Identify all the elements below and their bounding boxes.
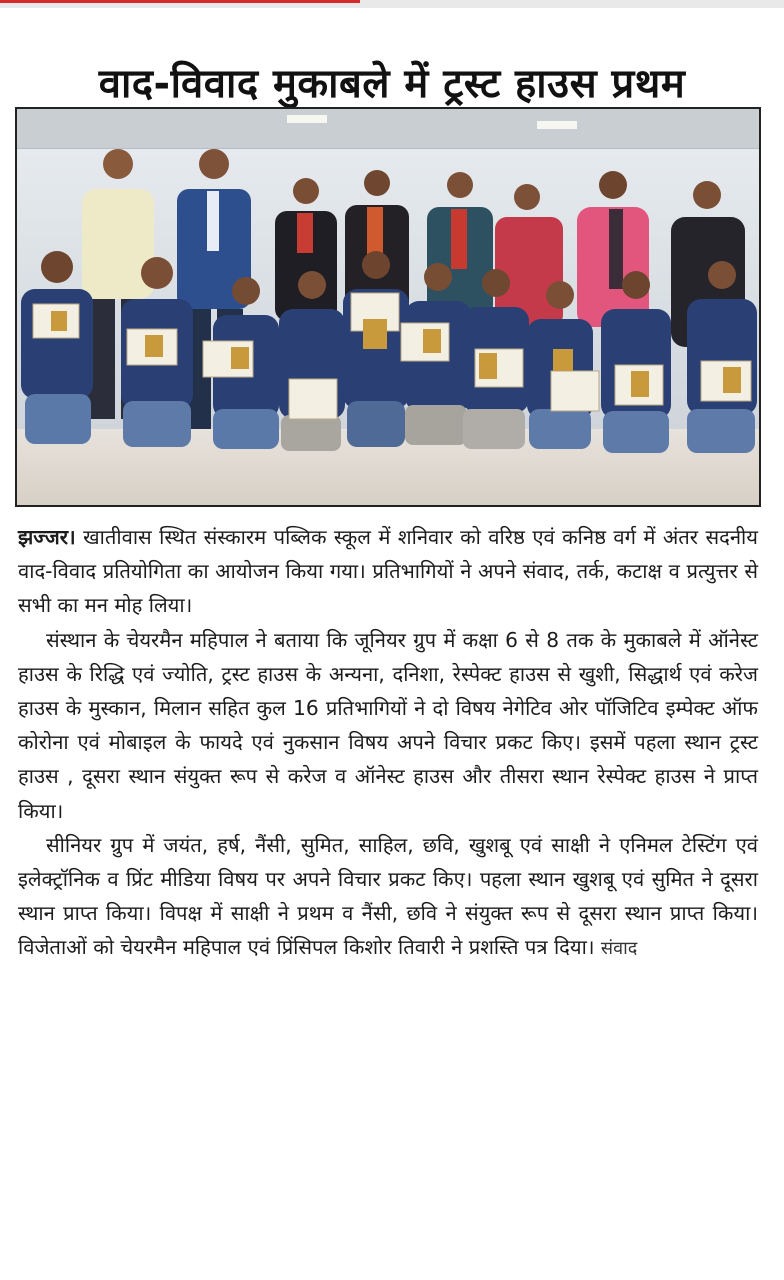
group-photo [15,107,761,507]
top-strip-accent [0,0,360,3]
article-credit: संवाद [600,938,638,960]
article-body [18,520,758,967]
article-paragraph [18,828,758,967]
group-photo-icon [17,109,759,505]
dateline: झज्जर। [18,525,76,549]
paragraph-text: सीनियर ग्रुप में जयंत, हर्ष, नैंसी, सुमित, साहिल, छवि, खुशबू एवं साक्षी ने एनिमल टेस्टिंग एवं इलेक्ट्रॉनिक व प्रिंट मीडिया विषय पर अपने विचार प्रकट किए। पहला स्थान खुशबू एवं सुमित ने दूसरा स्थान प्राप्त किया। विपक्ष में साक्षी ने प्रथम व नैंसी, छवि ने संयुक्त रूप से दूसरा स्थान प्राप्त किया। विजेताओं को चेयरमैन महिपाल एवं प्रिंसिपल किशोर तिवारी ने प्रशस्ति पत्र दिया। [18,832,758,960]
paragraph-text: खातीवास स्थित संस्कारम पब्लिक स्कूल में शनिवार को वरिष्ठ एवं कनिष्ठ वर्ग में अंतर सदनीय वाद-विवाद प्रतियोगिता का आयोजन किया गया। प्रतिभागियों ने अपने संवाद, तर्क, कटाक्ष व प्रत्युत्तर से सभी का मन मोह लिया। [18,525,758,618]
top-strip [0,0,784,8]
article-paragraph: संस्थान के चेयरमैन महिपाल ने बताया कि जूनियर ग्रुप में कक्षा 6 से 8 तक के मुकाबले में ऑनेस्ट हाउस के रिद्धि एवं ज्योति, ट्रस्ट हाउस के अन्यना, दनिशा, रेस्पेक्ट हाउस से खुशी, सिद्धार्थ एवं करेज हाउस के मुस्कान, मिलान सहित कुल 16 प्रतिभागियों ने दो विषय नेगेटिव ओर पॉजिटिव इम्पेक्ट ऑफ कोरोना एवं मोबाइल के फायदे एवं नुकसान विषय अपने विचार प्रकट किए। इसमें पहला स्थान ट्रस्ट हाउस , दूसरा स्थान संयुक्त रूप से करेज व ऑनेस्ट हाउस और तीसरा स्थान रेस्पेक्ट हाउस ने प्राप्त किया। [18,627,758,823]
article-paragraph [18,520,758,623]
article-headline: वाद-विवाद मुकाबले में ट्रस्ट हाउस प्रथम [98,60,686,107]
